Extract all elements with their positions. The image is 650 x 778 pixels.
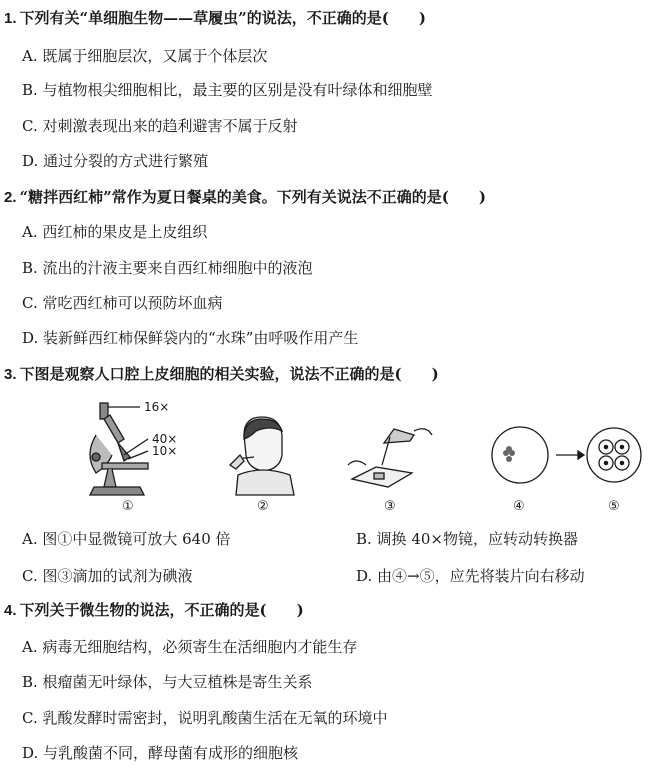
question-1-option-d: D. 通过分裂的方式进行繁殖: [22, 152, 209, 170]
question-2-option-c: C. 常吃西红柿可以预防坏血病: [22, 294, 223, 312]
question-3-stem: [4, 364, 439, 385]
question-1-option-b: B. 与植物根尖细胞相比，最主要的区别是没有叶绿体和细胞壁: [22, 81, 433, 99]
question-1-option-a: A. 既属于细胞层次，又属于个体层次: [22, 47, 268, 65]
question-3-figure: [0, 395, 650, 520]
question-4-option-b: B. 根瘤菌无叶绿体，与大豆植株是寄生关系: [22, 673, 313, 691]
question-3-option-b: B. 调换 40×物镜，应转动转换器: [356, 530, 578, 548]
objective-low-magnification: 10×: [152, 444, 178, 458]
question-2-text: “糖拌西红柿”常作为夏日餐桌的美食。下列有关说法不正确的是( ): [19, 188, 486, 206]
question-2-number: 2.: [4, 189, 17, 206]
question-1-stem: [4, 8, 426, 29]
slide-dropping-illustration: [348, 429, 432, 487]
question-3-text: 下图是观察人口腔上皮细胞的相关实验，说法不正确的是( ): [19, 365, 439, 383]
question-4-number: 4.: [4, 602, 17, 619]
microscope-illustration: [90, 403, 148, 495]
question-3-option-c: C. 图③滴加的试剂为碘液: [22, 567, 193, 585]
question-1-number: 1.: [4, 10, 17, 27]
arrow-icon: [556, 451, 584, 459]
question-2-option-a: A. 西红柿的果皮是上皮组织: [22, 223, 208, 241]
question-4-option-c: C. 乳酸发酵时需密封，说明乳酸菌生活在无氧的环境中: [22, 709, 388, 727]
figure-label-1: ①: [122, 499, 134, 514]
question-4-option-a: A. 病毒无细胞结构，必须寄生在活细胞内才能生存: [22, 638, 358, 656]
field-of-view-after: [587, 428, 641, 482]
field-of-view-before: [492, 427, 548, 483]
person-swab-illustration: [230, 417, 294, 495]
question-4-text: 下列关于微生物的说法，不正确的是( ): [19, 601, 304, 619]
question-1-text: 下列有关“单细胞生物——草履虫”的说法，不正确的是( ): [19, 9, 426, 27]
figure-label-2: ②: [257, 499, 269, 514]
eyepiece-magnification: 16×: [144, 400, 170, 414]
question-2-option-d: D. 装新鲜西红柿保鲜袋内的“水珠”由呼吸作用产生: [22, 329, 359, 347]
figure-label-5: ⑤: [608, 499, 620, 514]
question-1-option-c: C. 对刺激表现出来的趋利避害不属于反射: [22, 117, 298, 135]
figure-label-4: ④: [513, 499, 525, 514]
question-2-stem: [4, 187, 486, 208]
question-4-option-d: D. 与乳酸菌不同，酵母菌有成形的细胞核: [22, 744, 299, 762]
figure-label-3: ③: [384, 499, 396, 514]
question-2-option-b: B. 流出的汁液主要来自西红柿细胞中的液泡: [22, 259, 313, 277]
question-4-stem: [4, 600, 304, 621]
objective-high-magnification: 40×: [152, 432, 178, 446]
question-3-option-d: D. 由④→⑤，应先将装片向右移动: [356, 567, 585, 585]
question-3-option-a: A. 图①中显微镜可放大 640 倍: [22, 530, 231, 548]
question-3-number: 3.: [4, 366, 17, 383]
